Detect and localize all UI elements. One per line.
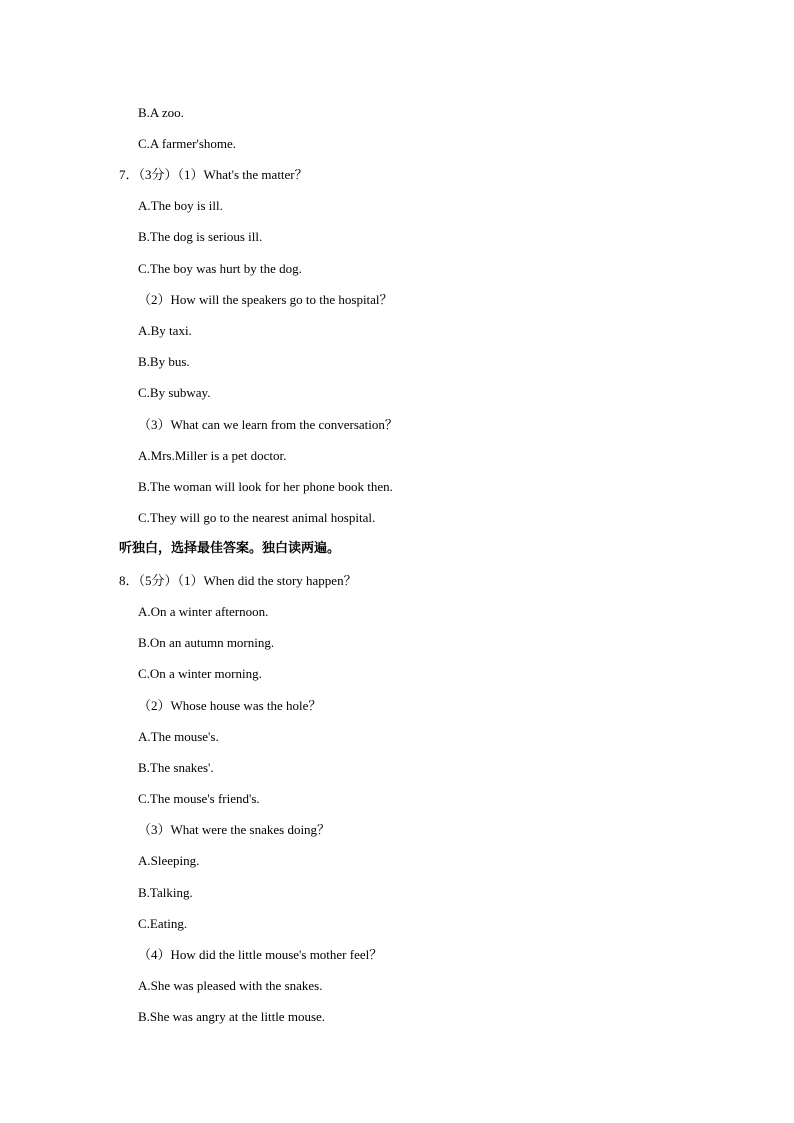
option-line: C.On a winter morning. <box>138 666 262 681</box>
option-line: C.They will go to the nearest animal hospital. <box>138 510 376 525</box>
subquestion-line: （3）What were the snakes doing？ <box>138 822 331 837</box>
option-line: C.Eating. <box>138 916 188 931</box>
subquestion-line: （2）How will the speakers go to the hospital？ <box>138 292 393 307</box>
section-heading: 听独白，选择最佳答案。独白读两遍。 <box>119 541 341 556</box>
option-line: A.Sleeping. <box>138 853 200 868</box>
question-line: 8．（5分）（1）When did the story happen？ <box>119 573 357 588</box>
option-line: A.The mouse's. <box>138 729 219 744</box>
option-line: C.By subway. <box>138 385 211 400</box>
option-line: C.The boy was hurt by the dog. <box>138 261 302 276</box>
option-line: B.She was angry at the little mouse. <box>138 1009 326 1024</box>
subquestion-line: （2）Whose house was the hole？ <box>138 698 322 713</box>
subquestion-line: （4）How did the little mouse's mother feel？ <box>138 947 383 962</box>
subquestion-line: （3）What can we learn from the conversation？ <box>138 417 398 432</box>
option-line: A.Mrs.Miller is a pet doctor. <box>138 448 287 463</box>
option-line: C.A farmer'shome. <box>138 136 237 151</box>
option-line: C.The mouse's friend's. <box>138 791 260 806</box>
question-line: 7．（3分）（1）What's the matter？ <box>119 167 308 182</box>
option-line: B.The dog is serious ill. <box>138 229 263 244</box>
option-line: A.She was pleased with the snakes. <box>138 978 323 993</box>
option-line: B.A zoo. <box>138 105 184 120</box>
option-line: B.The woman will look for her phone book then. <box>138 479 393 494</box>
option-line: B.By bus. <box>138 354 190 369</box>
option-line: A.By taxi. <box>138 323 192 338</box>
option-line: B.Talking. <box>138 885 193 900</box>
option-line: A.On a winter afternoon. <box>138 604 269 619</box>
option-line: B.The snakes'. <box>138 760 214 775</box>
option-line: A.The boy is ill. <box>138 198 223 213</box>
option-line: B.On an autumn morning. <box>138 635 275 650</box>
